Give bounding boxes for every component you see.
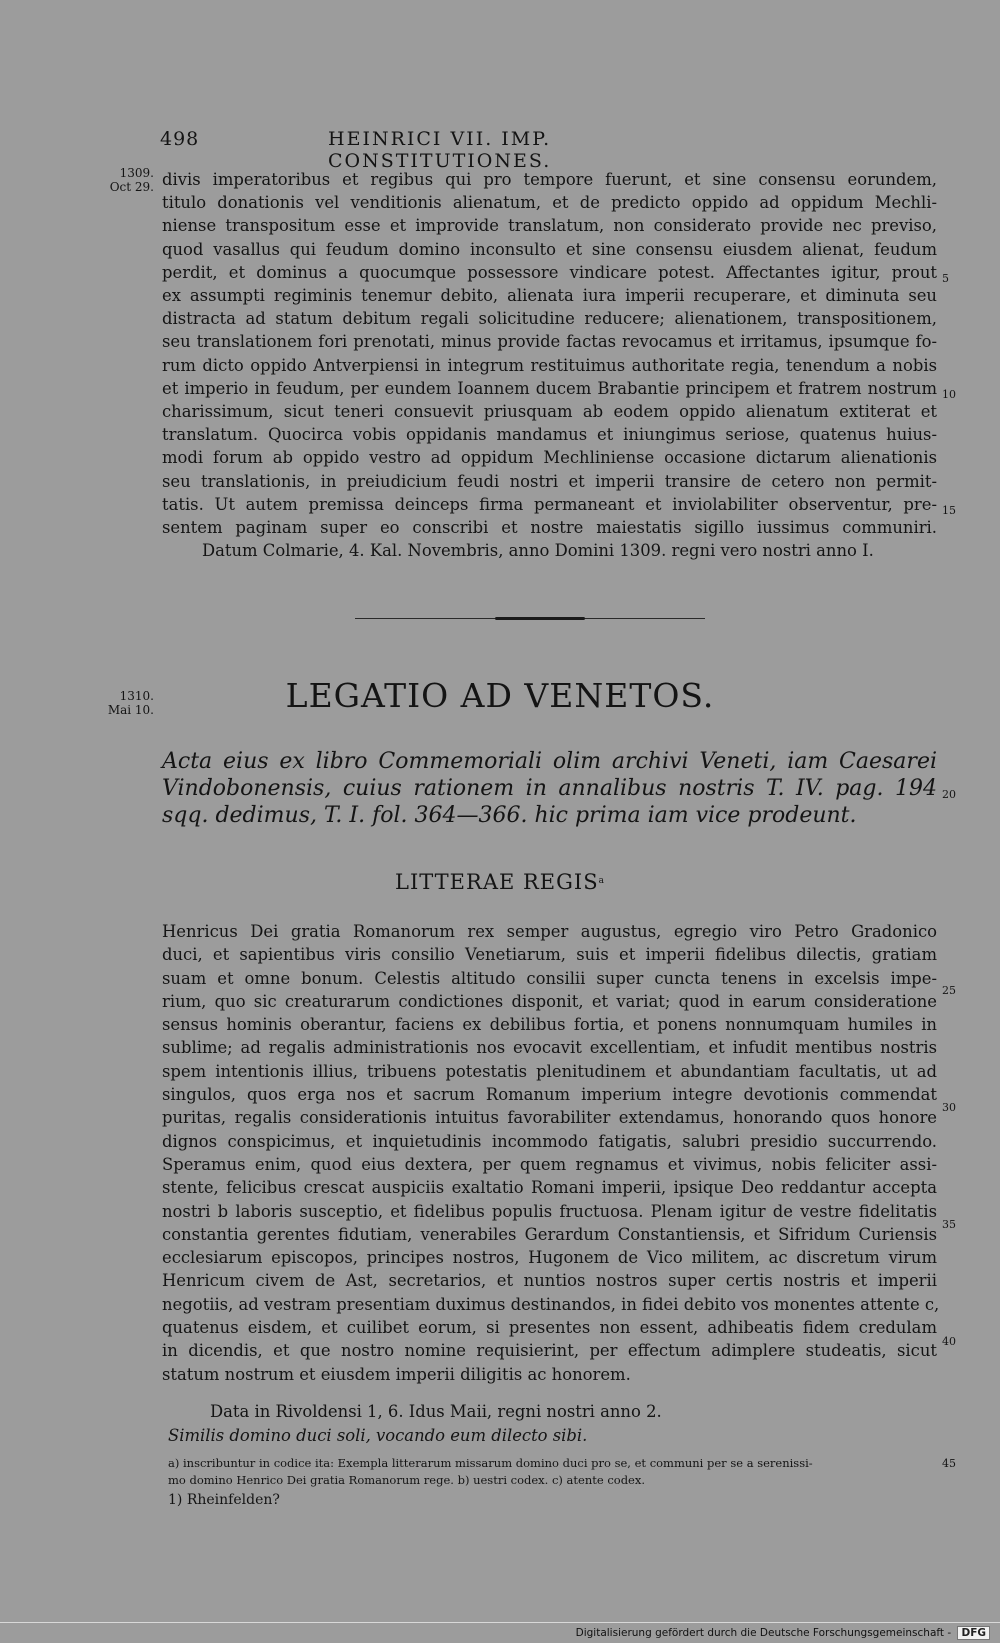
line-number: 30	[942, 1101, 956, 1114]
text-line: divis imperatoribus et regibus qui pro tempore fuerunt, et sine consensu eorundem,	[162, 170, 937, 189]
line-number: 40	[942, 1335, 956, 1348]
intro-line: sqq. dedimus, T. I. fol. 364—366. hic prima iam vice prodeunt.	[162, 803, 857, 828]
running-title: HEINRICI VII. IMP. CONSTITUTIONES.	[328, 128, 552, 172]
subsection-title	[0, 870, 1000, 894]
text-line: tatis. Ut autem premissa deinceps firma permaneant et inviolabiliter observentur, pre-	[162, 494, 937, 514]
digitization-credit	[576, 1626, 990, 1640]
text-line: ex assumpti regiminis tenemur debito, alienata iura imperii recuperare, et diminuta seu	[162, 286, 937, 306]
text-line: rum dicto oppido Antverpiensi in integrum restituimus authoritate regia, tenendum a nobis	[162, 355, 937, 375]
margin-date-day: Mai 10.	[107, 703, 154, 717]
line-number: 15	[942, 504, 956, 517]
text-line: stente, felicibus crescat auspiciis exaltatio Romani imperii, ipsique Deo reddantur accepta	[162, 1178, 937, 1198]
text-line: seu translationis, in preiudicium feudi nostri et imperii transire de cetero non permit-	[162, 471, 937, 491]
running-header	[160, 128, 770, 172]
intro-line: Acta eius ex libro Commemoriali olim archivi Veneti, iam Caesarei	[162, 749, 937, 774]
text-line: sublime; ad regalis administrationis nos evocavit excellentiam, et infudit mentibus nostris	[162, 1038, 937, 1058]
text-line: quatenus eisdem, et cuilibet eorum, si presentes non essent, adhibeatis fidem credulam	[162, 1318, 937, 1338]
letter-dating: Data in Rivoldensi 1, 6. Idus Maii, regni nostri anno 2.	[210, 1402, 662, 1421]
text-line: duci, et sapientibus viris consilio Venetiarum, suis et imperii fidelibus dilectis, gratiam	[162, 945, 937, 965]
subsection-title-text: LITTERAE REGIS	[395, 870, 599, 894]
text-line: modi forum ab oppido vestro ad oppidum Mechliniense occasione dictarum alienationis	[162, 448, 937, 468]
line-number: 35	[942, 1218, 956, 1231]
text-line: titulo donationis vel venditionis alienatum, et de predicto oppido ad oppidum Mechli-	[162, 193, 937, 213]
critical-apparatus	[168, 1455, 938, 1489]
section-title: LEGATIO AD VENETOS.	[285, 676, 715, 715]
section-intro	[162, 748, 937, 829]
text-line: dignos conspicimus, et inquietudinis incommodo fatigatis, salubri presidio succurrendo.	[162, 1131, 937, 1151]
margin-date-year: 1310.	[119, 689, 154, 703]
text-line: translatum. Quocirca vobis oppidanis mandamus et iniungimus seriose, quatenus huius-	[162, 425, 937, 445]
text-line: negotiis, ad vestram presentiam duximus destinandos, in fidei debito vos monentes attente c,	[162, 1294, 940, 1314]
margin-date-1	[104, 166, 154, 194]
text-line: perdit, et dominus a quocumque possessore vindicare potest. Affectantes igitur, prout	[162, 262, 937, 282]
page-number: 498	[160, 128, 200, 150]
text-line: rium, quo sic creaturarum condictiones disponit, et variat; quod in earum consideratione	[162, 991, 937, 1011]
footnote-mark: a	[598, 876, 605, 886]
text-line: niense transpositum esse et improvide translatum, non considerato provide nec previso,	[162, 216, 937, 236]
footnote-line: a) inscribuntur in codice ita: Exempla litterarum missarum domino duci pro se, et communi per se a serenissi-	[168, 1456, 813, 1470]
intro-line: Vindobonensis, cuius rationem in annalibus nostris T. IV. pag. 194	[162, 776, 937, 801]
margin-date-day: Oct 29.	[109, 180, 154, 194]
divider-ornament	[495, 617, 585, 620]
line-number: 25	[942, 984, 956, 997]
text-line: distracta ad statum debitum regali solicitudine reducere; alienationem, transpositionem,	[162, 309, 937, 329]
text-line: Speramus enim, quod eius dextera, per quem regnamus et vivimus, nobis feliciter assi-	[162, 1154, 937, 1174]
text-line: ecclesiarum episcopos, principes nostros, Hugonem de Vico militem, ac discretum virum	[162, 1248, 937, 1268]
text-line: seu translationem fori prenotati, minus provide factas revocamus et irritamus, ipsumque fo-	[162, 332, 937, 352]
text-line: suam et omne bonum. Celestis altitudo consilii super cuncta tenens in excelsis impe-	[162, 968, 937, 988]
text-line: in dicendis, et que nostro nomine requisierint, per effectum adimplere studeatis, sicut	[162, 1341, 937, 1361]
text-line: nostri b laboris susceptio, et fidelibus populis fructuosa. Plenam igitur de vestre fidelitatis	[162, 1201, 937, 1221]
charter-text-continued	[162, 168, 937, 562]
date-line: Datum Colmarie, 4. Kal. Novembris, anno Domini 1309. regni vero nostri anno I.	[202, 541, 874, 561]
text-line: sensus hominis oberantur, faciens ex debilibus fortia, et ponens nonnumquam humiles in	[162, 1015, 937, 1035]
line-number: 10	[942, 388, 956, 401]
footnote-1: 1) Rheinfelden?	[168, 1492, 280, 1508]
line-number: 45	[942, 1457, 956, 1470]
text-line: spem intentionis illius, tribuens potestatis plenitudinem et abundantiam facultatis, ut ad	[162, 1061, 937, 1081]
letter-note: Similis domino duci soli, vocando eum dilecto sibi.	[168, 1426, 588, 1445]
letter-text	[162, 920, 940, 1386]
dfg-logo: DFG	[957, 1626, 990, 1640]
line-number: 20	[942, 788, 956, 801]
footnote-line: mo domino Henrico Dei gratia Romanorum rege. b) uestri codex. c) atente codex.	[168, 1473, 646, 1487]
text-line: statum nostrum et eiusdem imperii diligitis ac honorem.	[162, 1364, 631, 1384]
text-line: quod vasallus qui feudum domino inconsulto et sine consensu eiusdem alienat, feudum	[162, 239, 937, 259]
margin-date-year: 1309.	[119, 166, 154, 180]
text-line: charissimum, sicut teneri consuevit priusquam ab eodem oppido alienatum extiterat et	[162, 402, 937, 422]
text-line: puritas, regalis considerationis intuitus favorabiliter extendamus, honorando quos honore	[162, 1108, 937, 1128]
text-line: singulos, quos erga nos et sacrum Romanum imperium integre devotionis commendat	[162, 1085, 937, 1105]
section-divider	[355, 614, 705, 624]
text-line: constantia gerentes fidutiam, venerabiles Gerardum Constantiensis, et Sifridum Curiensis	[162, 1224, 937, 1244]
text-line: sentem paginam super eo conscribi et nostre maiestatis sigillo iussimus communiri.	[162, 518, 937, 538]
line-number: 5	[942, 272, 949, 285]
credit-text: Digitalisierung gefördert durch die Deutsche Forschungsgemeinschaft -	[575, 1627, 952, 1639]
text-line: et imperio in feudum, per eundem Ioannem ducem Brabantie principem et fratrem nostrum	[162, 378, 937, 398]
text-line: Henricus Dei gratia Romanorum rex semper augustus, egregio viro Petro Gradonico	[162, 922, 937, 941]
bottom-divider	[0, 1622, 1000, 1623]
text-line: Henricum civem de Ast, secretarios, et nuntios nostros super certis nostris et imperii	[162, 1271, 937, 1291]
